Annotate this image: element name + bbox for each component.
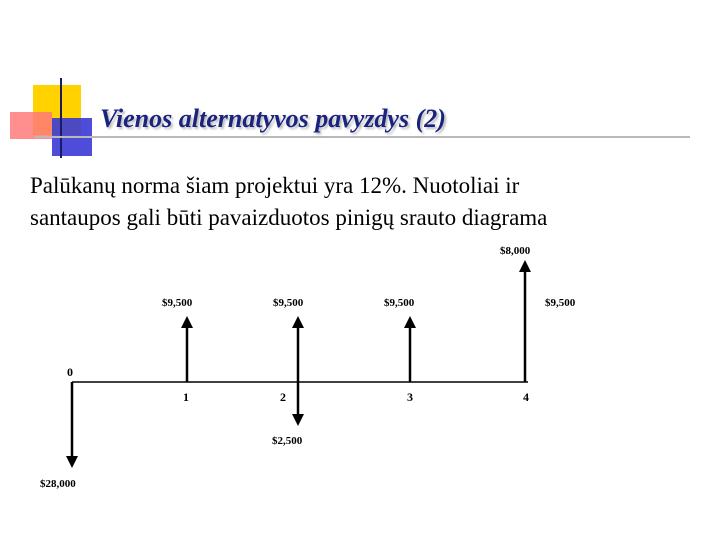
body-line-2: santaupos gali būti pavaizduotos pinigų srauto diagrama (30, 205, 548, 230)
period-label-1: 1 (183, 390, 189, 404)
period-label-2: 2 (280, 390, 286, 404)
arrow-head-p2-down (292, 414, 304, 426)
arrow-head-p2-up (292, 316, 304, 328)
period-label-3: 3 (407, 390, 413, 404)
period-label-4: 4 (523, 390, 529, 404)
body-line-1: Palūkanų norma šiam projektui yra 12%. Nuotoliai ir (30, 173, 520, 198)
arrow-head-p1-up (181, 316, 193, 328)
arrow-head-p3-up (404, 316, 416, 328)
flow-label-p2-up: $9,500 (273, 297, 304, 309)
period-label-0: 0 (67, 365, 73, 379)
slide-title: Vienos alternatyvos pavyzdys (2) (100, 104, 446, 133)
arrow-head-p0-down (66, 456, 78, 468)
flow-label-p4-up-top: $8,000 (500, 245, 531, 257)
arrow-head-p4-up (519, 260, 531, 272)
flow-label-p2-down: $2,500 (272, 435, 303, 447)
flow-label-p4-up-side: $9,500 (545, 297, 576, 309)
flow-label-p3-up: $9,500 (384, 297, 415, 309)
flow-label-p0-down: $28,000 (40, 478, 76, 490)
flow-label-p1-up: $9,500 (162, 297, 193, 309)
